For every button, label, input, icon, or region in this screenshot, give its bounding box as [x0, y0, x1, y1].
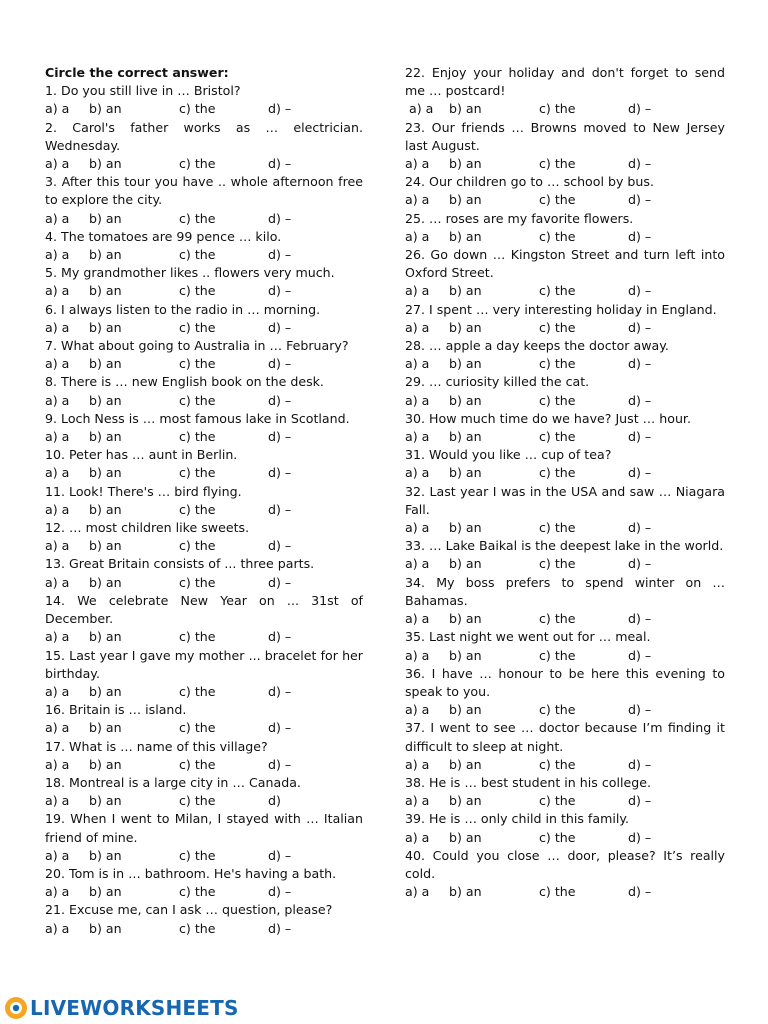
question-item: [405, 847, 725, 902]
option-c[interactable]: c) the: [539, 556, 576, 572]
question-item: [45, 446, 363, 482]
option-a[interactable]: a) a: [405, 647, 430, 663]
option-b[interactable]: b) an: [449, 520, 482, 536]
question-text: 13. Great Britain consists of ... three parts.: [45, 556, 315, 572]
answer-options: [45, 392, 363, 410]
option-b[interactable]: b) an: [449, 192, 482, 208]
option-d[interactable]: d) –: [268, 247, 292, 263]
question-text: 38. He is … best student in his college.: [405, 774, 651, 790]
question-text: 29. … curiosity killed the cat.: [405, 374, 590, 390]
question-item: [405, 774, 725, 810]
option-a[interactable]: a) a: [45, 574, 70, 590]
option-c[interactable]: c) the: [179, 356, 216, 372]
question-item: [45, 647, 363, 702]
question-text: 18. Montreal is a large city in … Canada.: [45, 774, 301, 790]
question-text: 6. I always listen to the radio in … morning.: [45, 301, 321, 317]
option-d[interactable]: d) –: [268, 156, 292, 172]
question-text: 20. Tom is in … bathroom. He's having a bath.: [45, 865, 337, 881]
option-d[interactable]: d) –: [268, 429, 292, 445]
option-b[interactable]: b) an: [89, 720, 122, 736]
option-a[interactable]: a) a: [45, 920, 70, 936]
question-item: [45, 555, 363, 591]
question-item: [405, 665, 725, 720]
option-d[interactable]: d) –: [268, 847, 292, 863]
option-d[interactable]: d) –: [628, 702, 652, 718]
answer-options: [45, 282, 363, 300]
option-c[interactable]: c) the: [179, 847, 216, 863]
option-b[interactable]: b) an: [449, 319, 482, 335]
option-c[interactable]: c) the: [179, 156, 216, 172]
liveworksheets-logo: [4, 996, 239, 1020]
question-text: 15. Last year I gave my mother ... bracelet for her birthday.: [45, 647, 363, 681]
option-a[interactable]: a) a: [45, 156, 70, 172]
option-a[interactable]: a) a: [45, 683, 70, 699]
option-a[interactable]: a) a: [45, 884, 70, 900]
option-b[interactable]: b) an: [449, 793, 482, 809]
option-a[interactable]: a) a: [405, 702, 430, 718]
option-c[interactable]: c) the: [539, 156, 576, 172]
question-item: [45, 119, 363, 174]
option-a[interactable]: a) a: [45, 756, 70, 772]
option-c[interactable]: c) the: [539, 520, 576, 536]
question-item: [45, 301, 363, 337]
question-text: 17. What is … name of this village?: [45, 738, 268, 754]
option-d[interactable]: d) –: [628, 520, 652, 536]
option-d[interactable]: d) –: [628, 192, 652, 208]
option-a[interactable]: a) a: [45, 210, 70, 226]
answer-options: [45, 155, 363, 173]
option-c[interactable]: c) the: [539, 429, 576, 445]
option-a[interactable]: a) a: [405, 228, 430, 244]
answer-options: [405, 555, 725, 573]
option-a[interactable]: a) a: [45, 429, 70, 445]
option-c[interactable]: c) the: [179, 501, 216, 517]
answer-options: [45, 501, 363, 519]
answer-options: [405, 100, 725, 118]
logo-text: LIVEWORKSHEETS: [30, 996, 239, 1020]
option-c[interactable]: c) the: [539, 756, 576, 772]
option-a[interactable]: a) a: [45, 720, 70, 736]
option-b[interactable]: b) an: [89, 920, 122, 936]
option-c[interactable]: c) the: [539, 228, 576, 244]
answer-options: [405, 701, 725, 719]
option-c[interactable]: c) the: [179, 465, 216, 481]
question-item: [45, 483, 363, 519]
answer-options: [45, 464, 363, 482]
option-c[interactable]: c) the: [179, 101, 216, 117]
question-text: 8. There is … new English book on the desk.: [45, 374, 324, 390]
question-item: [45, 701, 363, 737]
option-b[interactable]: b) an: [449, 101, 482, 117]
option-b[interactable]: b) an: [449, 356, 482, 372]
option-b[interactable]: b) an: [89, 683, 122, 699]
option-a[interactable]: a) a: [405, 465, 430, 481]
option-a[interactable]: a) a: [405, 283, 430, 299]
option-b[interactable]: b) an: [449, 884, 482, 900]
question-item: [405, 64, 725, 119]
option-a[interactable]: a) a: [405, 392, 430, 408]
option-c[interactable]: c) the: [539, 647, 576, 663]
option-a[interactable]: a) a: [405, 611, 430, 627]
question-text: 1. Do you still live in … Bristol?: [45, 83, 241, 99]
answer-options: [405, 519, 725, 537]
option-d[interactable]: d) –: [268, 319, 292, 335]
option-c[interactable]: c) the: [179, 683, 216, 699]
question-item: [405, 337, 725, 373]
answer-options: [405, 228, 725, 246]
answer-options: [405, 319, 725, 337]
option-a[interactable]: a) a: [45, 501, 70, 517]
answer-options: [45, 683, 363, 701]
option-a[interactable]: a) a: [45, 629, 70, 645]
option-b[interactable]: b) an: [89, 465, 122, 481]
question-text: 4. The tomatoes are 99 pence … kilo.: [45, 228, 282, 244]
question-text: 35. Last night we went out for … meal.: [405, 629, 651, 645]
option-c[interactable]: c) the: [179, 574, 216, 590]
answer-options: [45, 883, 363, 901]
option-c[interactable]: c) the: [539, 192, 576, 208]
option-b[interactable]: b) an: [89, 538, 122, 554]
question-text: 21. Excuse me, can I ask … question, please?: [45, 902, 333, 918]
option-d[interactable]: d) –: [628, 884, 652, 900]
option-c[interactable]: c) the: [539, 283, 576, 299]
option-c[interactable]: c) the: [179, 392, 216, 408]
option-d[interactable]: d) –: [268, 210, 292, 226]
option-c[interactable]: c) the: [179, 756, 216, 772]
option-d[interactable]: d) –: [628, 465, 652, 481]
option-d[interactable]: d) –: [628, 356, 652, 372]
option-a[interactable]: a) a: [405, 520, 430, 536]
worksheet-heading: Circle the correct answer:: [45, 65, 229, 80]
option-d[interactable]: d) –: [268, 501, 292, 517]
answer-options: [45, 428, 363, 446]
liveworksheets-logo-icon: [4, 996, 28, 1020]
question-item: [405, 810, 725, 846]
answer-options: [405, 792, 725, 810]
question-text: 37. I went to see … doctor because I’m finding it difficult to sleep at night.: [405, 720, 725, 754]
option-d[interactable]: d) –: [268, 392, 292, 408]
option-d[interactable]: d) –: [628, 101, 652, 117]
question-text: 5. My grandmother likes .. flowers very much.: [45, 265, 335, 281]
question-text: 12. … most children like sweets.: [45, 520, 250, 536]
option-d[interactable]: d) –: [628, 319, 652, 335]
option-b[interactable]: b) an: [89, 501, 122, 517]
option-c[interactable]: c) the: [179, 538, 216, 554]
question-text: 19. When I went to Milan, I stayed with … Italian friend of mine.: [45, 811, 363, 845]
option-d[interactable]: d) –: [268, 720, 292, 736]
left-column: [45, 64, 363, 938]
answer-options: [405, 428, 725, 446]
question-text: 2. Carol's father works as … electrician. Wednesday.: [45, 119, 363, 153]
option-b[interactable]: b) an: [89, 356, 122, 372]
answer-options: [405, 647, 725, 665]
option-d[interactable]: d) –: [268, 538, 292, 554]
option-c[interactable]: c) the: [179, 210, 216, 226]
option-c[interactable]: c) the: [179, 247, 216, 263]
question-text: 7. What about going to Australia in … February?: [45, 338, 349, 354]
option-c[interactable]: c) the: [539, 793, 576, 809]
question-text: 10. Peter has … aunt in Berlin.: [45, 447, 238, 463]
question-item: [45, 82, 363, 118]
option-d[interactable]: d) –: [268, 283, 292, 299]
answer-options: [405, 282, 725, 300]
option-d[interactable]: d) –: [268, 884, 292, 900]
question-text: 3. After this tour you have .. whole afternoon free to explore the city.: [45, 174, 363, 208]
answer-options: [405, 464, 725, 482]
option-c[interactable]: c) the: [179, 793, 216, 809]
question-item: [405, 537, 725, 573]
option-b[interactable]: b) an: [449, 702, 482, 718]
option-a[interactable]: a) a: [405, 156, 430, 172]
question-text: 32. Last year I was in the USA and saw … Niagara Fall.: [405, 483, 725, 517]
option-b[interactable]: b) an: [89, 793, 122, 809]
question-item: [405, 373, 725, 409]
option-b[interactable]: b) an: [89, 210, 122, 226]
question-item: [405, 246, 725, 301]
question-item: [405, 446, 725, 482]
option-d[interactable]: d) –: [628, 283, 652, 299]
question-item: [405, 301, 725, 337]
answer-options: [45, 210, 363, 228]
answer-options: [45, 847, 363, 865]
option-b[interactable]: b) an: [449, 647, 482, 663]
option-a[interactable]: a) a: [405, 884, 430, 900]
option-d[interactable]: d) –: [628, 647, 652, 663]
question-text: 14. We celebrate New Year on ... 31st of December.: [45, 592, 363, 627]
option-c[interactable]: c) the: [179, 319, 216, 335]
option-a[interactable]: a) a: [405, 101, 434, 117]
option-d[interactable]: d) –: [628, 793, 652, 809]
answer-options: [45, 355, 363, 373]
option-c[interactable]: c) the: [539, 465, 576, 481]
question-text: 24. Our children go to … school by bus.: [405, 174, 654, 190]
answer-options: [45, 537, 363, 555]
option-c[interactable]: c) the: [539, 829, 576, 845]
question-text: 11. Look! There's … bird flying.: [45, 483, 242, 499]
answer-options: [45, 719, 363, 737]
option-b[interactable]: b) an: [449, 611, 482, 627]
option-a[interactable]: a) a: [405, 829, 430, 845]
option-a[interactable]: a) a: [405, 429, 430, 445]
option-c[interactable]: c) the: [539, 356, 576, 372]
option-d[interactable]: d) –: [628, 556, 652, 572]
option-c[interactable]: c) the: [539, 884, 576, 900]
question-text: 22. Enjoy your holiday and don't forget to send me … postcard!: [405, 65, 725, 99]
answer-options: [405, 829, 725, 847]
question-item: [405, 173, 725, 209]
option-d[interactable]: d) –: [268, 356, 292, 372]
option-d[interactable]: d) –: [628, 156, 652, 172]
question-item: [405, 719, 725, 774]
option-d[interactable]: d) –: [628, 429, 652, 445]
answer-options: [405, 355, 725, 373]
answer-options: [45, 100, 363, 118]
option-d[interactable]: d) –: [268, 629, 292, 645]
option-a[interactable]: a) a: [45, 319, 70, 335]
option-d[interactable]: d) –: [268, 683, 292, 699]
option-d[interactable]: d) –: [628, 228, 652, 244]
question-item: [405, 210, 725, 246]
option-c[interactable]: c) the: [539, 101, 576, 117]
option-b[interactable]: b) an: [89, 429, 122, 445]
option-a[interactable]: a) a: [405, 756, 430, 772]
question-text: 33. … Lake Baikal is the deepest lake in the world.: [405, 538, 724, 554]
answer-options: [45, 319, 363, 337]
question-item: [45, 865, 363, 901]
option-c[interactable]: c) the: [539, 702, 576, 718]
answer-options: [405, 756, 725, 774]
option-b[interactable]: b) an: [449, 829, 482, 845]
option-d[interactable]: d) –: [268, 101, 292, 117]
answer-options: [45, 756, 363, 774]
question-item: [45, 264, 363, 300]
option-c[interactable]: c) the: [179, 629, 216, 645]
answer-options: [405, 610, 725, 628]
option-a[interactable]: a) a: [45, 392, 70, 408]
option-d[interactable]: d) –: [628, 829, 652, 845]
question-item: [45, 519, 363, 555]
option-a[interactable]: a) a: [45, 538, 70, 554]
option-d[interactable]: d) –: [628, 756, 652, 772]
option-d[interactable]: d) –: [628, 392, 652, 408]
option-b[interactable]: b) an: [89, 574, 122, 590]
option-b[interactable]: b) an: [449, 283, 482, 299]
option-b[interactable]: b) an: [89, 101, 122, 117]
question-text: 23. Our friends … Browns moved to New Jersey last August.: [405, 119, 725, 153]
option-a[interactable]: a) a: [45, 247, 70, 263]
option-c[interactable]: c) the: [539, 319, 576, 335]
option-d[interactable]: d) –: [268, 756, 292, 772]
option-b[interactable]: b) an: [89, 756, 122, 772]
question-text: 36. I have … honour to be here this evening to speak to you.: [405, 665, 725, 699]
option-c[interactable]: c) the: [179, 283, 216, 299]
question-item: [45, 774, 363, 810]
option-b[interactable]: b) an: [89, 392, 122, 408]
question-item: [45, 373, 363, 409]
answer-options: [45, 792, 363, 810]
question-item: [405, 628, 725, 664]
answer-options: [405, 883, 725, 901]
option-a[interactable]: a) a: [45, 465, 70, 481]
question-text: 9. Loch Ness is … most famous lake in Scotland.: [45, 410, 350, 426]
option-d[interactable]: d) –: [268, 574, 292, 590]
question-item: [405, 119, 725, 174]
question-item: [45, 810, 363, 865]
option-b[interactable]: b) an: [449, 429, 482, 445]
answer-options: [45, 574, 363, 592]
option-b[interactable]: b) an: [449, 156, 482, 172]
option-a[interactable]: a) a: [45, 356, 70, 372]
option-c[interactable]: c) the: [179, 429, 216, 445]
option-d[interactable]: d) –: [268, 920, 292, 936]
question-text: 31. Would you like … cup of tea?: [405, 447, 612, 463]
answer-options: [45, 920, 363, 938]
question-item: [45, 738, 363, 774]
question-item: [405, 410, 725, 446]
option-b[interactable]: b) an: [89, 247, 122, 263]
right-column: [405, 64, 725, 901]
answer-options: [405, 392, 725, 410]
option-b[interactable]: b) an: [449, 392, 482, 408]
answer-options: [405, 191, 725, 209]
option-b[interactable]: b) an: [89, 847, 122, 863]
answer-options: [45, 628, 363, 646]
option-b[interactable]: b) an: [89, 629, 122, 645]
question-item: [405, 483, 725, 538]
question-text: 26. Go down … Kingston Street and turn left into Oxford Street.: [405, 247, 725, 281]
option-b[interactable]: b) an: [449, 556, 482, 572]
question-text: 40. Could you close … door, please? It’s really cold.: [405, 847, 725, 881]
option-c[interactable]: c) the: [179, 720, 216, 736]
question-item: [405, 574, 725, 629]
option-a[interactable]: a) a: [405, 319, 430, 335]
option-d[interactable]: d) –: [628, 611, 652, 627]
question-text: 34. My boss prefers to spend winter on … Bahamas.: [405, 574, 725, 608]
option-b[interactable]: b) an: [89, 283, 122, 299]
question-text: 25. … roses are my favorite flowers.: [405, 210, 634, 226]
option-c[interactable]: c) the: [179, 884, 216, 900]
question-item: [45, 173, 363, 228]
option-a[interactable]: a) a: [45, 847, 70, 863]
option-b[interactable]: b) an: [89, 884, 122, 900]
question-text: 39. He is … only child in this family.: [405, 811, 629, 827]
option-a[interactable]: a) a: [45, 793, 70, 809]
question-text: 16. Britain is … island.: [45, 702, 187, 718]
question-item: [45, 410, 363, 446]
question-item: [45, 901, 363, 937]
question-text: 27. I spent … very interesting holiday in England.: [405, 301, 717, 317]
option-c[interactable]: c) the: [539, 392, 576, 408]
question-text: 28. … apple a day keeps the doctor away.: [405, 338, 669, 354]
option-b[interactable]: b) an: [449, 756, 482, 772]
option-b[interactable]: b) an: [89, 156, 122, 172]
question-text: 30. How much time do we have? Just … hour.: [405, 410, 691, 426]
option-a[interactable]: a) a: [405, 192, 430, 208]
option-b[interactable]: b) an: [449, 228, 482, 244]
option-b[interactable]: b) an: [89, 319, 122, 335]
option-a[interactable]: a) a: [405, 793, 430, 809]
option-a[interactable]: a) a: [405, 556, 430, 572]
option-b[interactable]: b) an: [449, 465, 482, 481]
option-a[interactable]: a) a: [405, 356, 430, 372]
option-c[interactable]: c) the: [539, 611, 576, 627]
answer-options: [405, 155, 725, 173]
answer-options: [45, 246, 363, 264]
question-item: [45, 337, 363, 373]
option-c[interactable]: c) the: [179, 920, 216, 936]
question-item: [45, 592, 363, 647]
option-d[interactable]: d): [268, 793, 281, 809]
question-item: [45, 228, 363, 264]
option-a[interactable]: a) a: [45, 101, 70, 117]
option-a[interactable]: a) a: [45, 283, 70, 299]
option-d[interactable]: d) –: [268, 465, 292, 481]
